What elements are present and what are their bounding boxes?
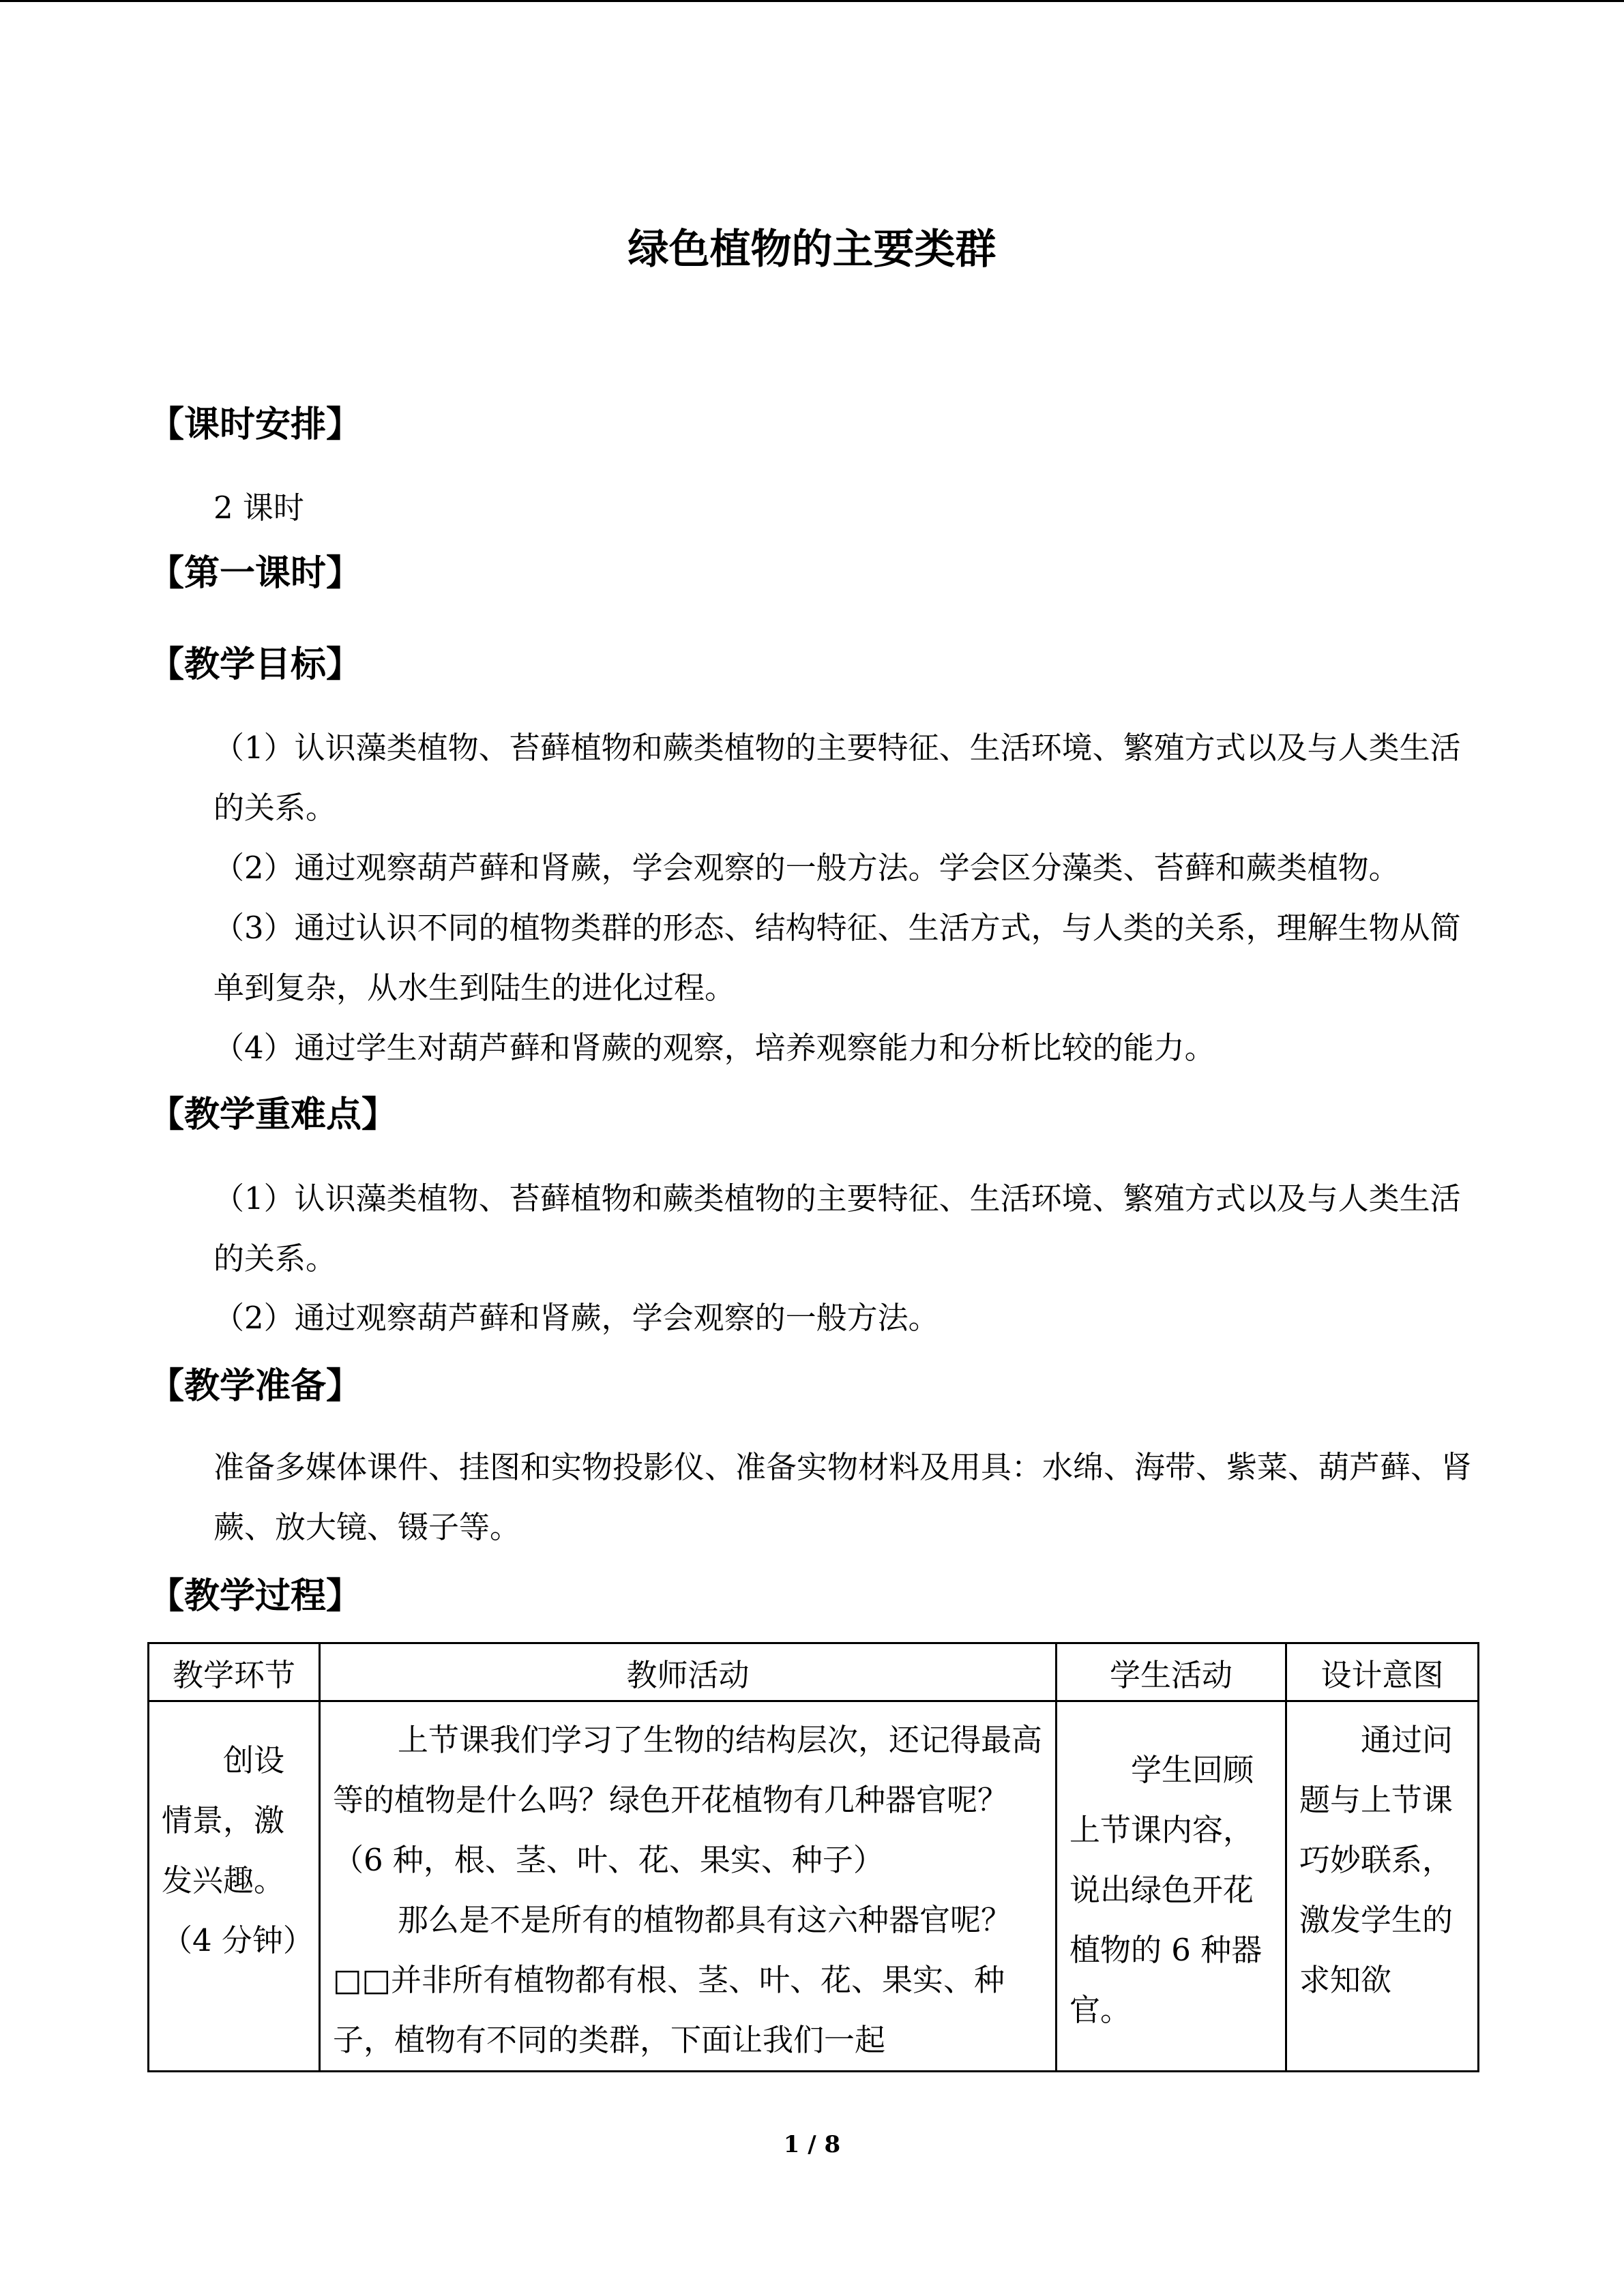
- header-stage: 教学环节: [149, 1643, 320, 1701]
- cell-student: 学生回顾上节课内容，说出绿色开花植物的 6 种器官。: [1057, 1701, 1286, 2072]
- heading-key-points: 【教学重难点】: [149, 1094, 398, 1135]
- heading-lesson1: 【第一课时】: [149, 553, 362, 594]
- heading-goals: 【教学目标】: [149, 644, 362, 685]
- cell-intent: 通过问题与上节课巧妙联系，激发学生的求知欲: [1286, 1701, 1479, 2072]
- table-row: [149, 1701, 1479, 2072]
- key-point-1: （1）认识藻类植物、苔藓植物和蕨类植物的主要特征、生活环境、繁殖方式以及与人类生活的关系。: [213, 1180, 1461, 1277]
- goal-item-4: （4）通过学生对葫芦藓和肾蕨的观察，培养观察能力和分析比较的能力。: [213, 1030, 1215, 1066]
- schedule-text: 2 课时: [213, 490, 304, 526]
- page-number: 1 / 8: [783, 2131, 841, 2158]
- header-teacher: 教师活动: [320, 1643, 1057, 1701]
- goal-item-2: （2）通过观察葫芦藓和肾蕨，学会观察的一般方法。学会区分藻类、苔藓和蕨类植物。: [213, 850, 1400, 886]
- goal-item-3: （3）通过认识不同的植物类群的形态、结构特征、生活方式，与人类的关系，理解生物从简单到复杂，从水生到陆生的进化过程。: [213, 910, 1461, 1006]
- table-header-row: [149, 1643, 1479, 1701]
- header-student: 学生活动: [1057, 1643, 1286, 1701]
- top-border-line: [0, 0, 1624, 2]
- heading-schedule: 【课时安排】: [149, 404, 362, 445]
- process-table: [147, 1642, 1479, 2072]
- heading-process: 【教学过程】: [149, 1576, 362, 1617]
- cell-stage: 创设情景，激发兴趣。（4 分钟）: [149, 1701, 320, 2072]
- document-title: 绿色植物的主要类群: [628, 226, 996, 273]
- goal-item-1: （1）认识藻类植物、苔藓植物和蕨类植物的主要特征、生活环境、繁殖方式以及与人类生活的关系。: [213, 730, 1461, 826]
- cell-teacher: 上节课我们学习了生物的结构层次，还记得最高等的植物是什么吗？绿色开花植物有几种器官呢？（6 种，根、茎、叶、花、果实、种子） 那么是不是所有的植物都具有这六种器官呢？□□并非所有植物都有根、茎、叶、花、果实、种子，植物有不同的类群，下面让我们一起: [320, 1701, 1057, 2072]
- key-point-2: （2）通过观察葫芦藓和肾蕨，学会观察的一般方法。: [213, 1300, 939, 1336]
- header-intent: 设计意图: [1286, 1643, 1479, 1701]
- preparation-text: 准备多媒体课件、挂图和实物投影仪、准备实物材料及用具：水绵、海带、紫菜、葫芦藓、肾蕨、放大镜、镊子等。: [213, 1449, 1473, 1545]
- heading-preparation: 【教学准备】: [149, 1366, 362, 1407]
